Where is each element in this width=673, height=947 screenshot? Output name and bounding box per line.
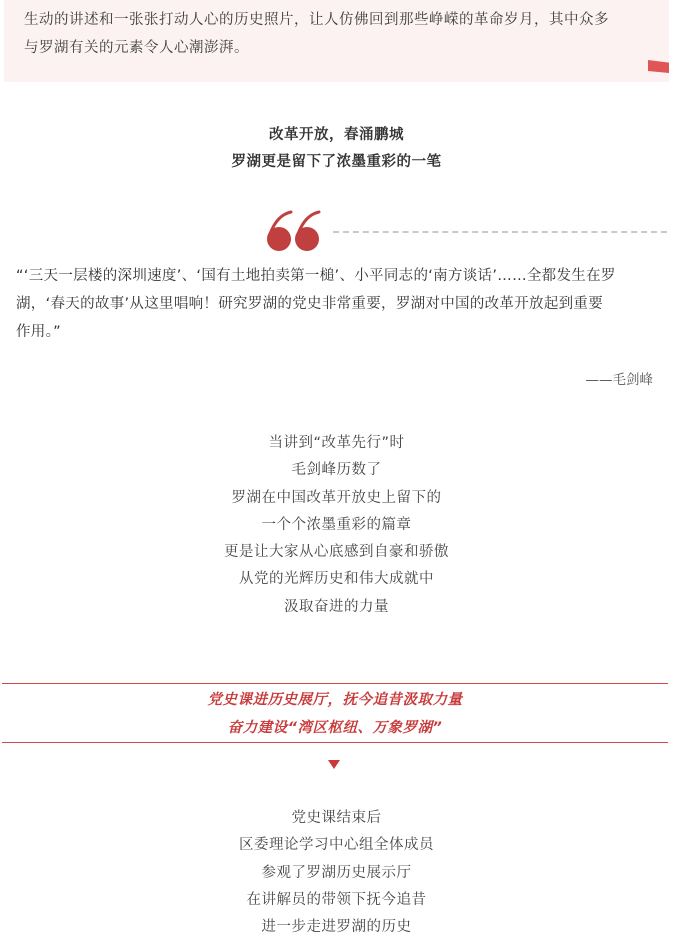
quote-mark-icon (265, 210, 325, 254)
poem-line: 参观了罗湖历史展示厅 (261, 864, 412, 881)
banner-line-2: 奋力建设“湾区枢纽、万象罗湖” (227, 720, 443, 736)
section-title-line-2: 罗湖更是留下了浓墨重彩的一笔 (231, 154, 442, 170)
quote-paragraph (16, 262, 664, 346)
quote-line: 作用。” (16, 324, 61, 340)
poem-line: 从党的光辉历史和伟大成就中 (239, 571, 434, 588)
poem-line: 一个个浓墨重彩的篇章 (261, 516, 412, 533)
poem-line: 当讲到“改革先行”时 (268, 435, 405, 451)
poem-line: 罗湖在中国改革开放史上留下的 (231, 489, 442, 506)
section-title-line-1: 改革开放，春涌鹏城 (269, 127, 404, 143)
poem-line: 毛剑峰历数了 (291, 462, 382, 479)
poem-block-1 (0, 430, 673, 621)
quote-attribution: ——毛剑峰 (585, 372, 653, 388)
section-banner (2, 683, 668, 743)
intro-paragraph (24, 6, 664, 62)
dashed-divider (333, 231, 667, 233)
down-arrow-icon (328, 760, 340, 769)
poem-line: 在讲解员的带领下抚今追昔 (246, 891, 427, 908)
quote-line: 湖，‘春天的故事’从这里唱响！研究罗湖的党史非常重要，罗湖对中国的改革开放起到重要 (16, 296, 604, 312)
poem-line: 进一步走进罗湖的历史 (261, 919, 412, 936)
poem-line: 更是让大家从心底感到自豪和骄傲 (224, 544, 449, 561)
intro-line: 生动的讲述和一张张打动人心的历史照片，让人仿佛回到那些峥嵘的革命岁月，其中众多 (24, 12, 609, 28)
banner-line-1: 党史课进历史展厅，抚今追昔汲取力量 (207, 692, 463, 708)
poem-line: 汲取奋进的力量 (284, 598, 389, 615)
intro-line: 与罗湖有关的元素令人心潮澎湃。 (24, 40, 249, 56)
poem-line: 区委理论学习中心组全体成员 (239, 837, 434, 854)
quote-line: “‘三天一层楼的深圳速度’、‘国有土地拍卖第一槌’、小平同志的‘南方谈话’……全都发生在罗 (16, 268, 616, 284)
poem-block-2 (0, 805, 673, 941)
intro-box (4, 0, 669, 82)
poem-line: 党史课结束后 (291, 810, 382, 826)
